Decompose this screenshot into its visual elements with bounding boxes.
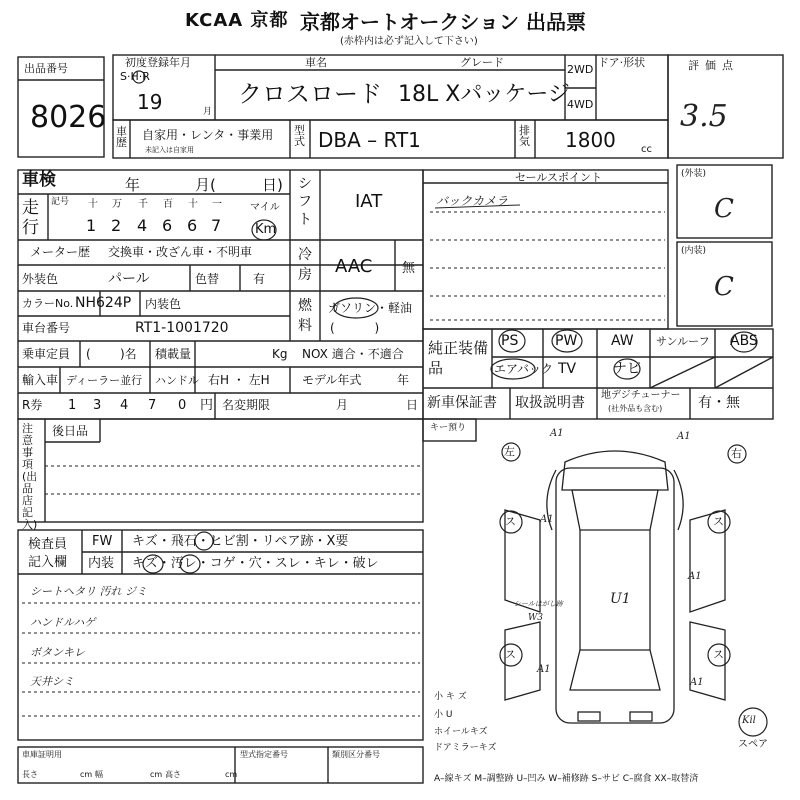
spare-mark: Kil — [742, 715, 756, 726]
car-grade: 18L Xパッケージ — [398, 82, 570, 107]
meter-label: メーター歴 — [30, 245, 91, 259]
unit-5: 一 — [212, 199, 222, 210]
unit-0: 十 — [88, 199, 98, 210]
rating-label: 評価点 — [688, 59, 739, 72]
interior-color-label: 内装色 — [145, 297, 182, 311]
insp-note-1: シートヘタリ 汚れ ジミ — [30, 585, 147, 598]
drive-4wd: 4WD — [567, 98, 594, 111]
mark-s-right-front: ス — [713, 515, 724, 528]
shift-label: シフト — [298, 176, 312, 228]
mileage-sub: 記号 — [51, 197, 70, 207]
fuel-label: 燃料 — [298, 298, 312, 334]
mark-w3: W3 — [528, 613, 543, 623]
interior-insp-items: キズ・汚レ・コゲ・穴・スレ・キレ・破レ — [132, 556, 379, 571]
aircon-label: 冷房 — [298, 247, 312, 283]
inspection-label: 車検 — [22, 170, 56, 190]
later-items-label: 後日品 — [52, 424, 89, 438]
equip-tv: TV — [558, 361, 577, 377]
inspection-month: 月( — [195, 176, 216, 194]
length-label: 長さ — [22, 770, 38, 779]
digital-note: (社外品も含む) — [608, 404, 663, 413]
spare-label: スペア — [738, 739, 768, 750]
handle-side: 右H ・ 左H — [208, 373, 270, 387]
color-label: 外装色 — [22, 272, 59, 286]
type-number-label: 型式指定番号 — [240, 750, 288, 759]
width-label: 幅 — [95, 770, 103, 779]
meter-options: 交換車・改ざん車・不明車 — [108, 245, 253, 259]
km-unit: Km — [255, 222, 277, 237]
insp-note-2: ハンドルハゲ — [30, 616, 96, 629]
equip-aw: AW — [611, 333, 634, 349]
mark-a1-front-right: A1 — [677, 431, 691, 442]
load-label: 積載量 — [155, 347, 192, 361]
handle-label: ハンドル — [155, 374, 199, 387]
recycle-d3: 7 — [148, 398, 157, 413]
chassis-label: 車台番号 — [22, 321, 71, 335]
unit-4: 十 — [188, 199, 198, 210]
mark-a1-rear-right: A1 — [690, 677, 704, 688]
interior-insp-label: 内装 — [88, 556, 115, 571]
interior-label: (内装) — [681, 246, 707, 256]
notes-label: 注意事項(出品店記入) — [22, 422, 38, 531]
digit-0: 1 — [86, 216, 97, 235]
history-note: 未記入は自家用 — [145, 146, 194, 154]
digit-4: 6 — [187, 216, 198, 235]
mark-u1-roof: U1 — [610, 591, 631, 607]
length-unit: cm — [80, 770, 93, 779]
model-value: DBA – RT1 — [318, 128, 421, 152]
displacement-value: 1800 — [565, 128, 616, 152]
digit-1: 2 — [111, 216, 122, 235]
digit-5: 7 — [211, 216, 222, 235]
unit-1: 万 — [112, 199, 122, 210]
unit-2: 千 — [138, 199, 148, 210]
legend-wheel: ホイールキズ — [434, 727, 488, 737]
era-options: S·H·R — [120, 70, 150, 83]
car-name-label: 車名 — [305, 56, 327, 69]
equip-sunroof: サンルーフ — [656, 335, 710, 348]
interior-value: C — [714, 272, 734, 302]
year-value: 19 — [137, 90, 163, 114]
recycle-d2: 4 — [120, 398, 129, 413]
mileage-label: 走行 — [22, 198, 39, 238]
fuel-paren: ( ) — [330, 321, 398, 335]
color-no-value: NH624P — [75, 295, 132, 311]
capacity-label: 乗車定員 — [22, 347, 71, 361]
equip-airbag: エアバック — [494, 362, 554, 376]
damage-codes-legend: A–線キズ M–調整跡 U–凹み W–補修跡 S–サビ C–腐食 XX–取替済 — [434, 774, 699, 784]
warranty-label: 新車保証書 — [427, 395, 497, 411]
recycle-label: R券 — [22, 398, 43, 412]
height-label: 高さ — [165, 770, 181, 779]
aircon-none: 無 — [402, 261, 416, 276]
model-label: 型式 — [294, 124, 305, 148]
mark-a1-right-door: A1 — [688, 571, 702, 582]
equip-navi: ナビ — [613, 361, 641, 377]
mark-s-left-rear: ス — [505, 648, 516, 661]
equip-pw: PW — [555, 333, 578, 349]
year-label: 初度登録年月 — [125, 56, 191, 69]
displacement-unit: cc — [641, 144, 652, 155]
model-year-unit: 年 — [397, 373, 410, 387]
door-label: ドア·形状 — [598, 56, 646, 69]
history-options: 自家用・レンタ・事業用 — [142, 128, 274, 142]
digit-3: 6 — [162, 216, 173, 235]
mark-s-right-rear: ス — [713, 648, 724, 661]
color-value: パール — [108, 271, 150, 287]
capacity-paren: ( — [86, 347, 91, 361]
insp-note-4: 天井シミ — [30, 675, 74, 688]
inspection-year: 年 — [125, 176, 141, 194]
recycle-d0: 1 — [68, 398, 77, 413]
drive-2wd: 2WD — [567, 63, 594, 76]
load-unit: Kg — [272, 347, 288, 361]
color-no-label: カラーNo. — [22, 297, 74, 310]
color-change-value: 有 — [253, 272, 266, 286]
recycle-d4: 0 — [178, 398, 187, 413]
fw-items: キズ・飛石・ヒビ割・リペア跡・X要 — [132, 534, 349, 549]
page-title: 京都オートオークション 出品票 — [300, 10, 586, 34]
sales-line-1: バックカメラ — [436, 194, 509, 208]
capacity-unit: )名 — [120, 347, 137, 361]
color-change-label: 色替 — [195, 272, 220, 286]
diagram-right: 右 — [731, 447, 742, 460]
nox-options: NOX 適合・不適合 — [302, 347, 404, 361]
shift-value: IAT — [355, 191, 383, 212]
diagram-left: 左 — [504, 445, 515, 458]
mark-a1-front-left: A1 — [550, 428, 564, 439]
chassis-value: RT1-1001720 — [135, 320, 229, 336]
equip-ps: PS — [501, 333, 519, 349]
fuel-options: ガソリン・軽油 — [328, 301, 413, 315]
name-change-day: 日 — [406, 398, 419, 412]
import-label: 輸入車 — [22, 373, 59, 387]
inspection-day: 日) — [262, 176, 283, 194]
import-dealer: ディーラー並行 — [66, 374, 143, 387]
mark-a1-rear-left: A1 — [537, 664, 551, 675]
name-change-month: 月 — [336, 398, 349, 412]
legend-small-u: 小 U — [434, 710, 453, 720]
docs-yes-no: 有・無 — [698, 395, 740, 411]
legend-small-scratch: 小 キ ズ — [434, 692, 467, 702]
lot-number: 8026 — [30, 100, 107, 135]
aircon-value: AAC — [335, 256, 373, 277]
legend-mirror: ドアミラーキズ — [434, 743, 497, 753]
grade-label: グレード — [460, 56, 504, 69]
equipment-label: 純正装備品 — [428, 339, 489, 377]
page-note: (赤枠内は必ず記入して下さい) — [340, 36, 478, 47]
key-label: キー預り — [430, 423, 467, 433]
model-year-label: モデル年式 — [302, 373, 362, 387]
exterior-label: (外装) — [681, 169, 707, 179]
recycle-d1: 3 — [93, 398, 102, 413]
height-unit: cm — [225, 770, 238, 779]
displacement-label: 排気 — [519, 124, 530, 148]
month-unit: 月 — [203, 107, 213, 117]
unit-3: 百 — [163, 199, 173, 210]
exterior-value: C — [714, 194, 734, 224]
garage-size-label: 車庫証明用 — [22, 750, 62, 759]
recycle-unit: 円 — [200, 398, 214, 413]
width-unit: cm — [150, 770, 163, 779]
mark-sticker: シールはがし跡 — [514, 600, 563, 608]
equip-abs: ABS — [730, 333, 758, 349]
sales-label: セールスポイント — [515, 171, 603, 184]
history-label: 車歴 — [116, 125, 127, 149]
fw-label: FW — [92, 534, 113, 549]
name-change-label: 名変期限 — [222, 398, 271, 412]
insp-note-3: ボタンキレ — [30, 646, 85, 659]
lot-label: 出品番号 — [24, 62, 68, 75]
car-name: クロスロード — [238, 80, 382, 108]
rating-value: 3.5 — [680, 99, 728, 134]
inspector-label: 検査員記入欄 — [28, 537, 68, 570]
digital-label: 地デジチューナー — [601, 390, 681, 401]
unit-6: マイル — [250, 202, 280, 213]
brand-logo: KCAA 京都 — [185, 10, 289, 31]
manual-label: 取扱説明書 — [515, 395, 585, 411]
mark-a1-left-door: A1 — [540, 514, 554, 525]
class-number-label: 類別区分番号 — [332, 750, 380, 759]
mark-s-left-front: ス — [505, 515, 516, 528]
digit-2: 4 — [137, 216, 148, 235]
